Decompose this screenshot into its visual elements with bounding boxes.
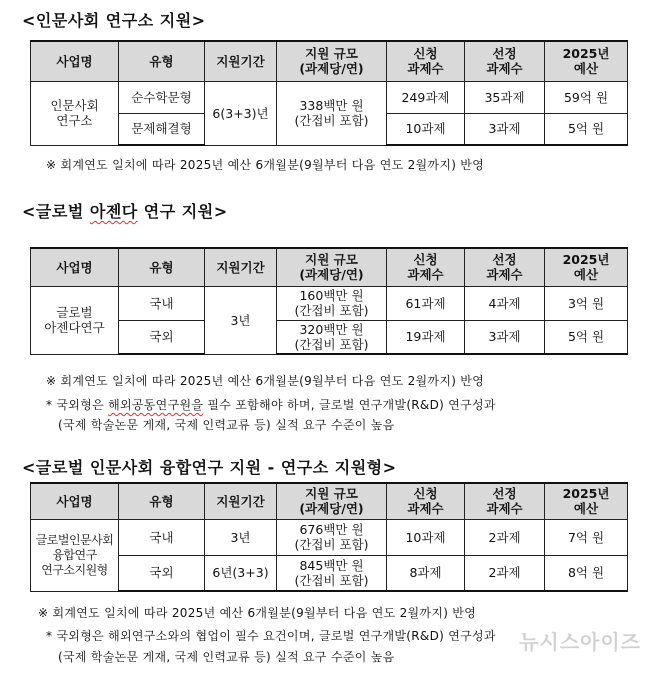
section2-note2-pre: * 국외형은 [46,398,109,412]
watermark-logo: 뉴시스아이즈 [519,630,641,654]
scale-cell: 338백만 원 (간접비 포함) [277,81,387,145]
budget-cell: 7억 원 [545,519,628,555]
applied-cell: 249과제 [387,81,465,113]
col-header-selected: 선정 과제수 [465,41,545,81]
section2-note2-post: 필수 포함해야 하며, 글로벌 연구개발(R&D) 연구성과 [203,398,496,412]
col-header-type: 유형 [119,248,205,286]
budget-cell: 5억 원 [545,320,628,354]
section3-note2: * 국외형은 해외연구소와의 협업이 필수 요건이며, 글로벌 연구개발(R&D) 연구성과 [46,629,496,643]
budget-cell: 3억 원 [545,286,628,320]
section1-title: <인문사회 연구소 지원> [22,11,206,30]
col-header-applied: 신청 과제수 [387,483,465,519]
section2-note1: ※ 회계연도 일치에 따라 2025년 예산 6개월분(9월부터 다음 연도 2월까지) 반영 [46,374,485,388]
type-cell: 국외 [119,555,205,591]
section3-note3: (국제 학술논문 게재, 국제 인력교류 등) 실적 요구 수준이 높음 [58,650,395,664]
col-header-scale: 지원 규모 (과제당/연) [277,41,387,81]
section1-table [30,40,628,146]
col-header-budget: 2025년 예산 [545,248,628,286]
selected-cell: 4과제 [465,286,545,320]
scale-cell: 845백만 원 (간접비 포함) [277,555,387,591]
col-header-selected: 선정 과제수 [465,248,545,286]
type-cell: 순수학문형 [119,81,205,113]
scale-cell: 160백만 원 (간접비 포함) [277,286,387,320]
col-header-scale: 지원 규모 (과제당/연) [277,248,387,286]
selected-cell: 3과제 [465,113,545,145]
col-header-applied: 신청 과제수 [387,248,465,286]
program-name: 글로벌인문사회 융합연구 연구소지원형 [31,519,119,591]
period-cell: 3년 [205,286,277,354]
type-cell: 국내 [119,519,205,555]
section3-table [30,482,628,592]
col-header-type: 유형 [119,483,205,519]
applied-cell: 10과제 [387,519,465,555]
section3-note1: ※ 회계연도 일치에 따라 2025년 예산 6개월분(9월부터 다음 연도 2월까지) 반영 [38,606,477,620]
section1-note: ※ 회계연도 일치에 따라 2025년 예산 6개월분(9월부터 다음 연도 2월까지) 반영 [46,158,485,172]
period-cell: 6년(3+3) [205,555,277,591]
col-header-period: 지원기간 [205,41,277,81]
program-name: 인문사회 연구소 [31,81,119,145]
selected-cell: 2과제 [465,519,545,555]
col-header-program: 사업명 [31,483,119,519]
col-header-program: 사업명 [31,248,119,286]
section2-title-mark: 아젠다 [89,202,138,221]
section2-note3: (국제 학술논문 게재, 국제 인력교류 등) 실적 요구 수준이 높음 [58,418,395,432]
section2-note2 [46,396,496,413]
type-cell: 문제해결형 [119,113,205,145]
section2-title-post: 연구 지원> [137,202,228,221]
scale-cell: 676백만 원 (간접비 포함) [277,519,387,555]
budget-cell: 8억 원 [545,555,628,591]
type-cell: 국외 [119,320,205,354]
budget-cell: 5억 원 [545,113,628,145]
period-cell: 3년 [205,519,277,555]
period-cell: 6(3+3)년 [205,81,277,145]
selected-cell: 3과제 [465,320,545,354]
budget-cell: 59억 원 [545,81,628,113]
applied-cell: 8과제 [387,555,465,591]
col-header-scale: 지원 규모 (과제당/연) [277,483,387,519]
scale-cell: 320백만 원 (간접비 포함) [277,320,387,354]
col-header-period: 지원기간 [205,248,277,286]
applied-cell: 19과제 [387,320,465,354]
col-header-type: 유형 [119,41,205,81]
col-header-program: 사업명 [31,41,119,81]
section2-title-pre: <글로벌 [22,202,90,221]
applied-cell: 61과제 [387,286,465,320]
program-name: 글로벌 아젠다연구 [31,286,119,354]
selected-cell: 2과제 [465,555,545,591]
section2-note2-mark: 해외공동연구원을 [108,398,204,412]
section2-table [30,247,628,355]
section3-title: <글로벌 인문사회 융합연구 지원 - 연구소 지원형> [22,458,397,477]
col-header-budget: 2025년 예산 [545,483,628,519]
col-header-budget: 2025년 예산 [545,41,628,81]
col-header-selected: 선정 과제수 [465,483,545,519]
col-header-period: 지원기간 [205,483,277,519]
col-header-applied: 신청 과제수 [387,41,465,81]
section2-title [22,199,228,222]
selected-cell: 35과제 [465,81,545,113]
applied-cell: 10과제 [387,113,465,145]
type-cell: 국내 [119,286,205,320]
